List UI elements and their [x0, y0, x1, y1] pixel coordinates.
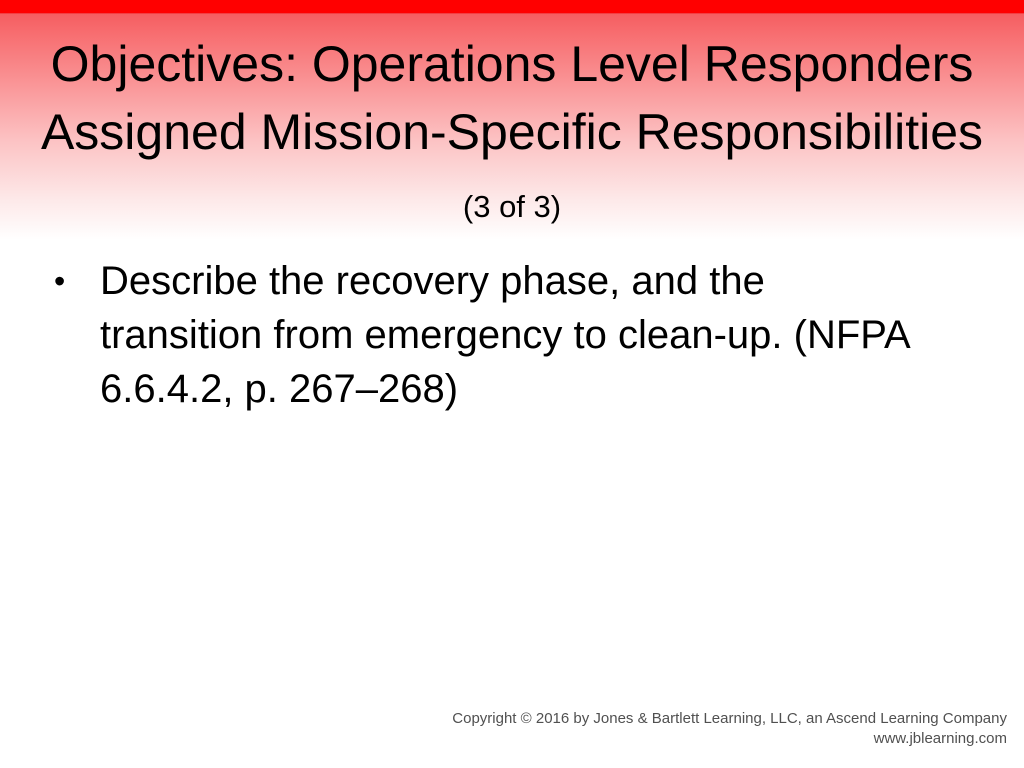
- footer: [452, 709, 1007, 749]
- bullet-item: [54, 254, 934, 416]
- bullet-list: [54, 254, 934, 416]
- bullet-marker: •: [54, 263, 66, 299]
- slide-title: [40, 30, 984, 241]
- website-link: www.jblearning.com: [873, 730, 1007, 747]
- bullet-text: Describe the recovery phase, and the transition from emergency to clean-up. (NFPA 6.6.4.2, p. 267–268): [100, 259, 909, 411]
- copyright-notice: Copyright © 2016 by Jones & Bartlett Learning, LLC, an Ascend Learning Company: [452, 710, 1007, 727]
- slide-title-main: Objectives: Operations Level Responders Assigned Mission-Specific Responsibilities: [40, 36, 984, 160]
- slide-title-suffix: (3 of 3): [462, 189, 562, 224]
- top-accent-bar: [0, 0, 1024, 13]
